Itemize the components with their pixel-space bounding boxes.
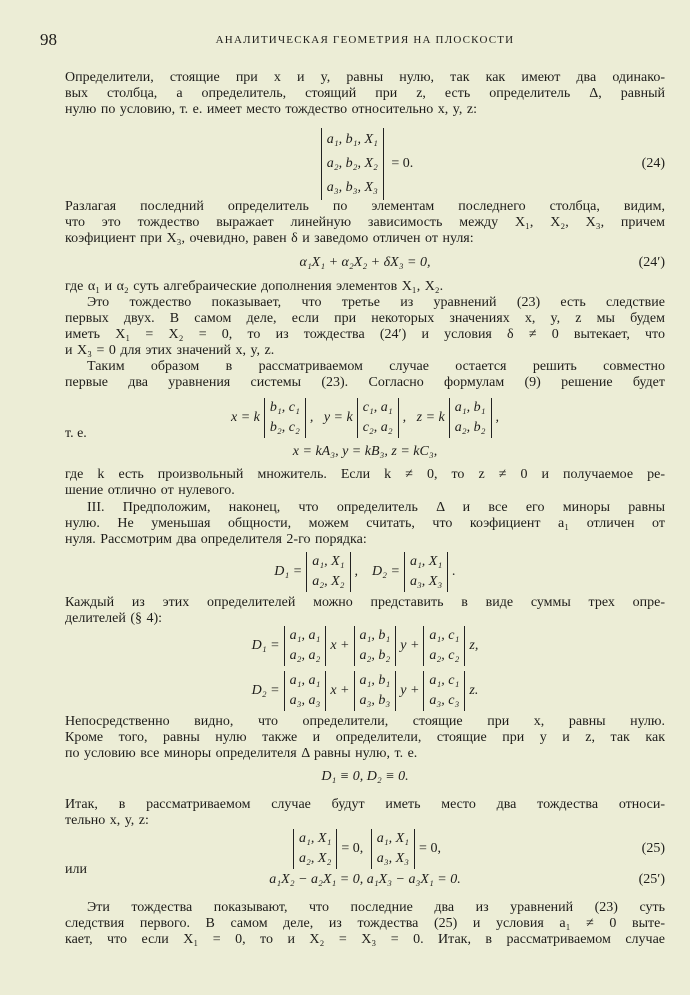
equation-term: y + [400, 683, 420, 698]
equation-term: y + [400, 638, 420, 653]
text-line: где α₁ и α₂ суть алгебраические дополнения элементов X₁, X₂. [65, 279, 444, 294]
text-line: Это тождество показывает, что третье из уравнений (23) есть следствие [87, 295, 665, 310]
determinant-2x2 [354, 671, 397, 711]
equation-solution-determinants [65, 398, 665, 438]
determinant-2x2 [264, 398, 306, 438]
equation-24-prime [65, 254, 665, 272]
determinant-row: a₁, X₁ [376, 831, 410, 846]
equation-25-prime [65, 871, 665, 889]
equation-term: x = k [231, 410, 260, 425]
determinant-row: a₁, b₁ [454, 400, 486, 415]
text-line: нулю по условию, т. е. имеет место тождество относительно x, y, z: [65, 102, 477, 117]
determinant-row: b₁, c₁ [269, 400, 300, 415]
text-line: Разлагая последний определитель по элементам последнего столбца, видим, [65, 199, 665, 214]
equation-label: (25′) [638, 872, 665, 888]
equation-D1-expansion [65, 626, 665, 666]
determinant-row: a₂, b₂, X₂ [326, 156, 378, 171]
running-title: АНАЛИТИЧЕСКАЯ ГЕОМЕТРИЯ НА ПЛОСКОСТИ [215, 34, 515, 46]
equation-D2-expansion [65, 671, 665, 711]
paragraph-9 [65, 714, 665, 762]
text-line: Определители, стоящие при x и y, равны нулю, так как имеют два одинако- [65, 70, 665, 85]
equation-solution: x = kA₃, y = kB₃, z = kC₃, [292, 444, 438, 459]
determinant-row: a₁, c₁ [429, 628, 460, 643]
determinant-row: a₁, a₁ [289, 673, 321, 688]
determinant-row: a₂, X₂ [299, 851, 332, 866]
equation-term: D₂ = [372, 564, 400, 579]
determinant-row: a₁, X₁ [312, 554, 345, 569]
equation-term: = 0, [341, 841, 364, 856]
equation-separator: , [354, 564, 358, 579]
text-line: III. Предположим, наконец, что определитель Δ и все его миноры равны [87, 500, 665, 515]
paragraph-10 [65, 797, 665, 829]
text-line: следствия первого. В самом деле, из тождества (25) и условия a₁ ≠ 0 выте- [65, 916, 665, 931]
text-line: Эти тождества показывают, что последние два из уравнений (23) суть [87, 900, 665, 915]
determinant-row: a₃, X₃ [409, 574, 443, 589]
determinant-row: a₁, b₁ [359, 673, 391, 688]
equation-term: y = k [323, 410, 353, 425]
text-line: первых двух. В самом деле, если при некоторых значениях x, y, z мы будем [65, 311, 665, 326]
equation-term: z, [469, 638, 479, 653]
text-line: Каждый из этих определителей можно представить в виде суммы трех опре- [65, 595, 665, 610]
determinant-2x2 [371, 829, 415, 869]
determinant-row: a₃, b₃, X₃ [326, 180, 378, 195]
equation-term: D₁ = [274, 564, 303, 579]
determinant-row: a₁, b₁, X₁ [326, 132, 378, 147]
determinant-row: a₂, c₂ [429, 648, 460, 663]
determinant-2x2 [284, 671, 327, 711]
determinant-row: a₁, X₁ [409, 554, 443, 569]
equation-label: (25) [641, 841, 665, 856]
determinant-row: a₃, a₃ [289, 693, 321, 708]
determinant-2x2 [449, 398, 492, 438]
determinant-row: a₂, X₂ [312, 574, 345, 589]
equation-term: z = k [416, 410, 445, 425]
text-line: и X₃ = 0 для этих значений x, y, z. [65, 343, 275, 358]
determinant-2x2 [423, 626, 465, 666]
determinant-row: a₁, a₁ [289, 628, 321, 643]
determinant-2x2 [357, 398, 399, 438]
text-line: иметь X₁ = X₂ = 0, то из тождества (24′) и условия δ ≠ 0 вытекает, что [65, 327, 665, 342]
determinant-row: a₁, b₁ [359, 628, 391, 643]
text-line: первые два уравнения системы (23). Согласно формулам (9) решение будет [65, 375, 665, 390]
determinant-row: a₁, X₁ [299, 831, 332, 846]
equation-separator: , [309, 410, 314, 425]
determinant-2x2 [423, 671, 465, 711]
determinant-row: c₁, a₁ [362, 400, 393, 415]
text-line: Таким образом в рассматриваемом случае остается решить совместно [87, 359, 665, 374]
paragraph-5 [65, 359, 665, 391]
equation-term: z. [469, 683, 479, 698]
equation-term: x + [330, 683, 350, 698]
text-line: нулю. Не уменьшая общности, можем считать, что коэфициент a₁ отличен от [65, 516, 665, 531]
equation-rhs: = 0. [391, 156, 414, 171]
equation-text: α₁X₁ + α₂X₂ + δX₃ = 0, [299, 255, 431, 270]
determinant-2x2 [354, 626, 397, 666]
equation-term: D₂ = [251, 683, 280, 698]
paragraph-1 [65, 70, 665, 118]
paragraph-2 [65, 199, 665, 247]
equation-label: (24′) [638, 255, 665, 271]
determinant-row: a₃, c₃ [429, 693, 460, 708]
text-line: Итак, в рассматриваемом случае будут иметь место два тождества относи- [65, 797, 665, 812]
text-line: тельно x, y, z: [65, 813, 149, 828]
ili-label: или [65, 862, 87, 877]
equation-24 [65, 128, 665, 200]
text-line: делителей (§ 4): [65, 611, 163, 626]
paragraph-7 [65, 500, 665, 548]
equation-label: (24) [641, 156, 665, 171]
text-line: нуля. Рассмотрим два определителя 2-го порядка: [65, 532, 367, 547]
equation-term: x + [330, 638, 350, 653]
text-line: кает, что если X₁ = 0, то и X₂ = X₃ = 0. Итак, в рассматриваемом случае [65, 932, 665, 947]
equation-separator: . [452, 564, 456, 579]
text-line: вых столбца, а определитель, стоящий при z, есть определитель Δ, равный [65, 86, 665, 101]
paragraph-6 [65, 467, 665, 499]
page-number: 98 [40, 30, 57, 49]
determinant-2x2 [293, 829, 337, 869]
determinant-2x2 [404, 552, 448, 592]
determinant-row: c₂, a₂ [362, 420, 393, 435]
determinant-row: a₁, c₁ [429, 673, 460, 688]
equation-separator: , [495, 410, 499, 425]
equation-D-definitions [65, 552, 665, 592]
determinant-2x2 [306, 552, 350, 592]
determinant-row: b₂, c₂ [269, 420, 300, 435]
equation-term: = 0, [419, 841, 441, 856]
text-line: по условию все миноры определителя Δ равны нулю, т. е. [65, 746, 418, 761]
text-line: шение отлично от нулевого. [65, 483, 235, 498]
determinant-row: a₃, X₃ [376, 851, 410, 866]
determinant-2x2 [284, 626, 327, 666]
equation-term: D₁ = [251, 638, 280, 653]
text-line: коэфициент при X₃, очевидно, равен δ и заведомо отличен от нуля: [65, 231, 474, 246]
text-line: что это тождество выражает линейную зависимость между X₁, X₂, X₃, причем [65, 215, 665, 230]
equation-separator: , [402, 410, 407, 425]
text-line: где k есть произвольный множитель. Если k ≠ 0, то z ≠ 0 и получаемое ре- [65, 467, 665, 482]
determinant-row: a₂, b₂ [359, 648, 391, 663]
equation-text: a₁X₂ − a₂X₁ = 0, a₁X₃ − a₃X₁ = 0. [269, 872, 461, 887]
paragraph-8 [65, 595, 665, 627]
determinant-row: a₂, a₂ [289, 648, 321, 663]
equation-25 [65, 829, 665, 869]
paragraph-4 [65, 295, 665, 359]
paragraph-3 [65, 279, 665, 295]
determinant-row: a₃, b₃ [359, 693, 391, 708]
determinant-row: a₂, b₂ [454, 420, 486, 435]
determinant-3x3 [321, 128, 384, 200]
paragraph-11 [65, 900, 665, 948]
equation-identities: D₁ ≡ 0, D₂ ≡ 0. [321, 769, 409, 784]
text-line: Кроме того, равны нулю также и определители, стоящие при y и z, так как [65, 730, 665, 745]
te-label: т. е. [65, 426, 87, 441]
text-line: Непосредственно видно, что определители, стоящие при x, равны нулю. [65, 714, 665, 729]
